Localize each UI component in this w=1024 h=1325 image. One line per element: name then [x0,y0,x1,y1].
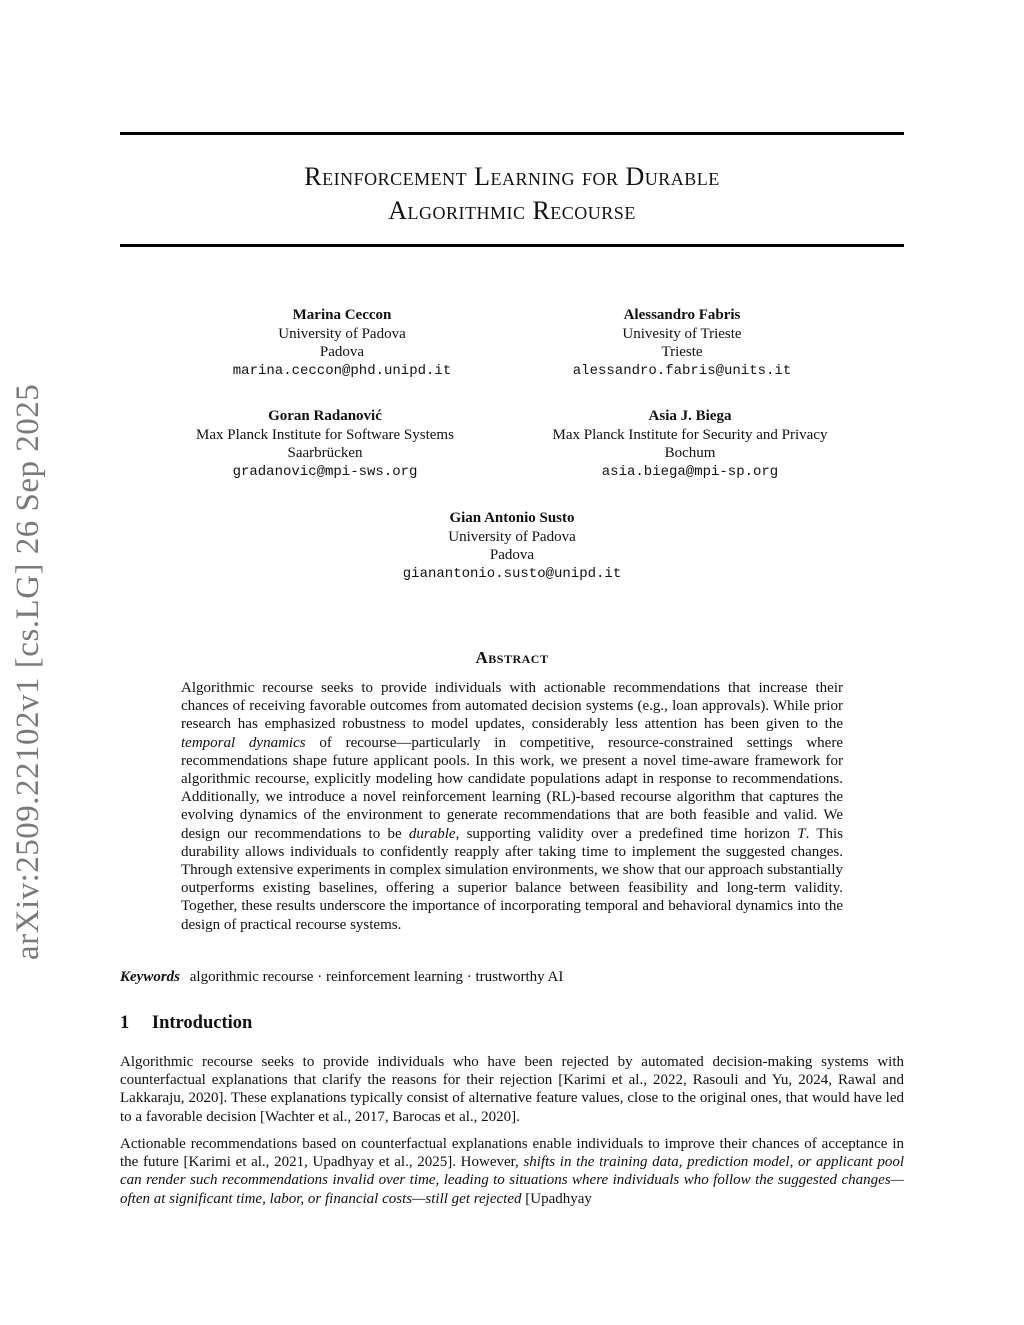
intro-paragraph-2 [120,1135,904,1208]
author-email[interactable]: marina.ceccon@phd.unipd.it [232,362,452,379]
author-email[interactable]: gianantonio.susto@unipd.it [402,565,622,582]
author-affiliation: University of Padova [448,528,576,545]
author-name: Alessandro Fabris [623,307,741,323]
paragraph-text: [Upadhyay [521,1190,592,1207]
abstract-heading: Abstract [475,648,549,667]
author-affiliation: Max Planck Institute for Security and Privacy [552,426,828,443]
section-title: Introduction [151,1013,253,1033]
intro-paragraph-1: Algorithmic recourse seeks to provide individuals who have been rejected by automated decision-making systems with counterfactual explanations that clarify the reasons for their rejection [Karimi et al., 2022, Rasouli and Yu, 2024, Rawal and Lakkaraju, 2020]. These explanations typically consist of alternative feature values, close to the original ones, that would have led to a favorable decision [Wachter et al., 2017, Barocas et al., 2020]. [120,1054,904,1125]
author-email[interactable]: gradanovic@mpi-sws.org [232,463,418,480]
abstract-math-symbol: T [797,825,806,842]
author-email[interactable]: asia.biega@mpi-sp.org [601,463,779,480]
title-rule-top [120,132,904,135]
abstract-emphasis: durable [408,825,456,842]
author-name: Goran Radanović [268,408,382,424]
abstract-text: , supporting validity over a predefined time horizon [455,825,798,842]
abstract-text: of recourse—particularly in competitive, resource-constrained settings where recommendations shape future applicant pools. In this work, we present a novel time-aware framework for algorithmic recourse, explicitly modeling how candidate populations adapt in response to recommendations. Additionally, we introduce a novel reinforcement learning (RL)-based recourse algorithm that captures the evolving dynamics of the environment to generate recommendations that are both feasible and valid. We design our recommendations to be [181,734,843,842]
author-city: Padova [489,547,535,563]
author-block [170,306,514,380]
keywords-line [120,969,904,986]
author-name: Gian Antonio Susto [449,510,575,526]
keywords-label: Keywords [120,969,180,985]
arxiv-side-stamp[interactable]: arXiv:2509.22102v1 [cs.LG] 26 Sep 2025 [10,383,46,960]
author-name: Asia J. Biega [648,408,732,424]
author-block [340,509,684,583]
section-number: 1 [120,1013,130,1033]
section-heading-introduction [120,1013,252,1034]
title-line-1: Reinforcement Learning for Durable [304,162,720,191]
author-block [150,407,500,481]
abstract-text: Algorithmic recourse seeks to provide individuals with actionable recommendations that increase their chances of receiving favorable outcomes from automated decision systems (e.g., loan approvals). While prior research has emphasized robustness to model updates, considerably less attention has been given to the [181,680,843,733]
keywords-text: algorithmic recourse · reinforcement learning · trustworthy AI [189,969,564,985]
abstract-text: . This durability allows individuals to confidently reapply after taking time to implement the suggested changes. Through extensive experiments in complex simulation environments, we show that our approach substantially outperforms existing baselines, offering a superior balance between feasibility and long-term validity. Together, these results underscore the importance of incorporating temporal and behavioral dynamics into the design of practical recourse systems. [181,825,843,933]
author-block [510,306,854,380]
author-city: Bochum [664,445,716,461]
paper-title [120,160,904,228]
title-line-2: Algorithmic Recourse [388,196,636,225]
title-rule-bottom [120,244,904,247]
paragraph-emphasis: shifts in the training data, prediction model, or applicant pool can render such recommendations invalid over time, leading to situations where individuals who follow the suggested changes—often at significant time, labor, or financial costs—still get rejected [120,1154,904,1207]
author-name: Marina Ceccon [292,307,392,323]
author-block [520,407,860,481]
paragraph-text: Actionable recommendations based on counterfactual explanations enable individuals to improve their chances of acceptance in the future [Karimi et al., 2021, Upadhyay et al., 2025]. However, [120,1136,904,1171]
author-affiliation: University of Padova [278,325,406,342]
author-affiliation: Max Planck Institute for Software Systems [196,426,454,443]
author-city: Padova [319,344,365,360]
abstract-body [181,679,843,934]
author-affiliation: Univesity of Trieste [622,325,742,342]
abstract-emphasis: temporal dynamics [181,734,306,751]
author-city: Saarbrücken [287,445,363,461]
author-email[interactable]: alessandro.fabris@units.it [572,362,792,379]
author-city: Trieste [661,344,703,360]
